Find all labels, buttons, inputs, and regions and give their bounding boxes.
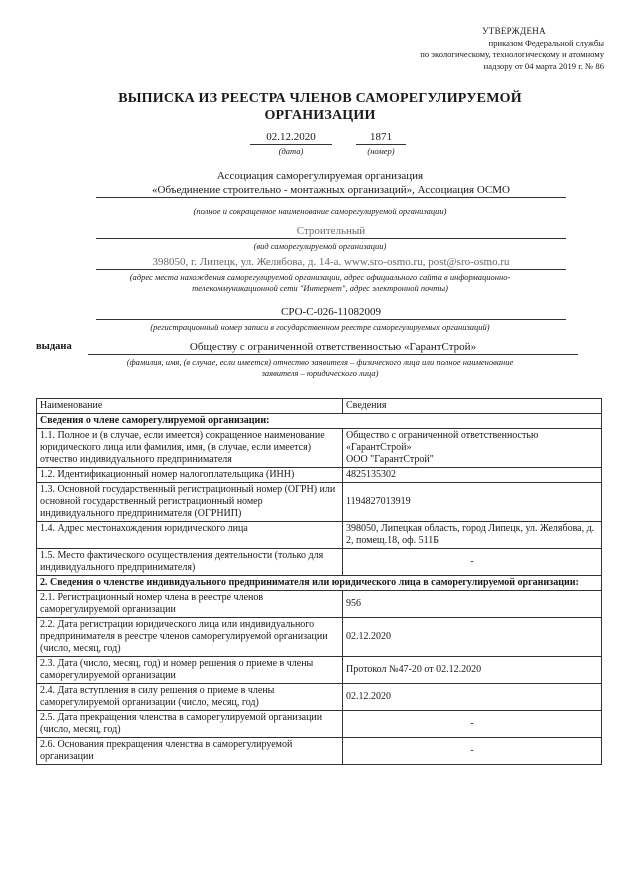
extract-number-caption: (номер)	[367, 146, 395, 156]
org-registry-number: СРО-С-026-11082009	[96, 306, 566, 320]
org-address-caption-2: телекоммуникационной сети "Интернет", адрес электронной почты)	[192, 283, 448, 293]
row-2-1-value: 956	[343, 591, 602, 618]
registry-table	[36, 398, 602, 765]
approval-line-1: приказом Федеральной службы	[488, 37, 604, 48]
table-row	[37, 549, 602, 576]
issued-caption-1: (фамилия, имя, (в случае, если имеется) отчество заявителя – физического лица или полное наименование	[126, 357, 514, 367]
row-2-3-label: 2.3. Дата (число, месяц, год) и номер решения о приеме в члены саморегулируемой организации	[37, 657, 343, 684]
row-2-3-value: Протокол №47-20 от 02.12.2020	[343, 657, 602, 684]
row-1-1-value-short: ООО "ГарантСтрой"	[346, 454, 434, 465]
table-row	[37, 429, 602, 468]
row-2-6-value: -	[343, 738, 602, 765]
table-row	[37, 468, 602, 483]
table-row	[37, 483, 602, 522]
row-1-2-label: 1.2. Идентификационный номер налогоплательщика (ИНН)	[37, 468, 343, 483]
extract-number: 1871	[356, 131, 406, 145]
table-row	[37, 684, 602, 711]
extract-date-caption: (дата)	[278, 146, 304, 156]
document-title-line-1: ВЫПИСКА ИЗ РЕЕСТРА ЧЛЕНОВ САМОРЕГУЛИРУЕМОЙ	[118, 91, 522, 106]
row-1-4-value: 398050, Липецкая область, город Липецк, ул. Желябова, д. 2, помещ.18, оф. 511Б	[343, 522, 602, 549]
issued-label: выдана	[36, 341, 72, 352]
table-row	[37, 591, 602, 618]
table-header-name: Наименование	[37, 399, 343, 414]
row-1-3-value: 1194827013919	[343, 483, 602, 522]
document-title-line-2: ОРГАНИЗАЦИИ	[264, 108, 376, 123]
row-1-1-value-full: Общество с ограниченной ответственностью «ГарантСтрой»	[346, 430, 539, 453]
approval-line-3: надзору от 04 марта 2019 г. № 86	[483, 60, 604, 71]
org-name-line-2: «Объединение строительно - монтажных организаций», Ассоциация ОСМО	[96, 184, 566, 198]
table-section-row	[37, 414, 602, 429]
row-1-1-label: 1.1. Полное и (в случае, если имеется) сокращенное наименование юридического лица или фамилия, имя, (в случае, если имеется) отчество индивидуального предпринимателя	[37, 429, 343, 468]
row-2-5-label: 2.5. Дата прекращения членства в саморегулируемой организации (число, месяц, год)	[37, 711, 343, 738]
approval-title: УТВЕРЖДЕНА	[482, 26, 546, 36]
issued-caption-2: заявителя – юридического лица)	[261, 368, 379, 378]
org-address: 398050, г. Липецк, ул. Желябова, д. 14-а. www.sro-osmo.ru, post@sro-osmo.ru	[96, 256, 566, 270]
row-1-2-value: 4825135302	[343, 468, 602, 483]
table-header-info: Сведения	[343, 399, 602, 414]
row-2-4-value: 02.12.2020	[343, 684, 602, 711]
org-name-caption: (полное и сокращенное наименование саморегулируемой организации)	[193, 206, 447, 216]
row-2-4-label: 2.4. Дата вступления в силу решения о приеме в члены саморегулируемой организации (число, месяц, год)	[37, 684, 343, 711]
approval-line-2: по экологическому, технологическому и атомному	[420, 49, 604, 59]
org-type: Строительный	[96, 225, 566, 239]
org-registry-number-caption: (регистрационный номер записи в государственном реестре саморегулируемых организаций)	[150, 322, 490, 332]
table-row	[37, 738, 602, 765]
row-1-4-label: 1.4. Адрес местонахождения юридического лица	[37, 522, 343, 549]
approval-stamp	[354, 26, 604, 72]
row-1-3-label: 1.3. Основной государственный регистрационный номер (ОГРН) или основной государственный регистрационный номер индивидуального предпринимателя (ОГРНИП)	[37, 483, 343, 522]
table-row	[37, 618, 602, 657]
extract-date: 02.12.2020	[250, 131, 332, 145]
org-name-line-1: Ассоциация саморегулируемая организация	[216, 170, 424, 182]
row-1-1-value	[343, 429, 602, 468]
table-row	[37, 522, 602, 549]
org-type-caption: (вид саморегулируемой организации)	[253, 241, 387, 251]
table-row	[37, 657, 602, 684]
row-2-1-label: 2.1. Регистрационный номер члена в реестре членов саморегулируемой организации	[37, 591, 343, 618]
row-2-2-value: 02.12.2020	[343, 618, 602, 657]
row-2-6-label: 2.6. Основания прекращения членства в саморегулируемой организации	[37, 738, 343, 765]
row-1-5-value: -	[343, 549, 602, 576]
row-2-2-label: 2.2. Дата регистрации юридического лица или индивидуального предпринимателя в реестре членов саморегулируемой организации (число, месяц, год)	[37, 618, 343, 657]
table-row	[37, 711, 602, 738]
row-2-5-value: -	[343, 711, 602, 738]
section-2-title: 2. Сведения о членстве индивидуального предпринимателя или юридического лица в саморегулируемой организации:	[37, 576, 602, 591]
issued-to: Обществу с ограниченной ответственностью «ГарантСтрой»	[88, 341, 578, 355]
row-1-5-label: 1.5. Место фактического осуществления деятельности (только для индивидуального предпринимателя)	[37, 549, 343, 576]
table-section-row	[37, 576, 602, 591]
document-title	[60, 90, 580, 124]
org-address-caption-1: (адрес места нахождения саморегулируемой организации, адрес официального сайта в информационно-	[129, 272, 511, 282]
section-1-title: Сведения о члене саморегулируемой организации:	[37, 414, 602, 429]
table-header-row	[37, 399, 602, 414]
